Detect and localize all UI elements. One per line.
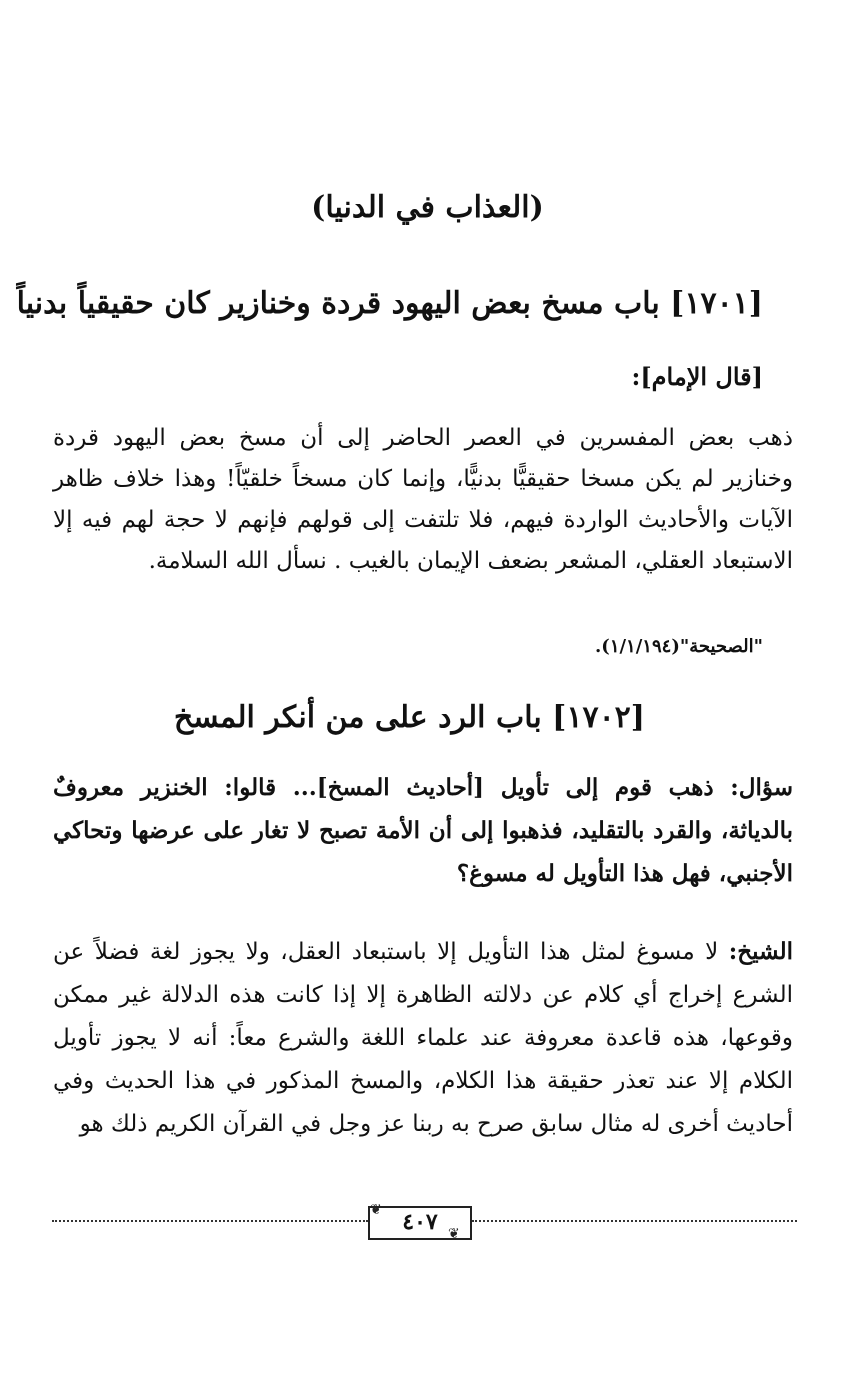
chapter-heading-1701: [١٧٠١] باب مسخ بعض اليهود قردة وخنازير كان حقيقياً بدنياً: [16, 286, 763, 321]
footer-rule-right: [472, 1220, 797, 1222]
ornament-icon: ❦: [448, 1226, 460, 1242]
answer-lead: الشيخ:: [728, 938, 793, 965]
ornament-icon: ❦: [370, 1202, 382, 1218]
answer-paragraph: [53, 930, 793, 1146]
chapter-1701-body: ذهب بعض المفسرين في العصر الحاضر إلى أن مسخ بعض اليهود قردة وخنازير لم يكن مسخا حقيقيًّا بدنيًّا، وإنما كان مسخاً خلقيّاً! وهذا خلاف ظاهر الآيات والأحاديث الواردة فيهم، فلا تلتفت إلى قولهم فإنهم لا حجة لهم فيه إلا الاستبعاد العقلي، المشعر بضعف الإيمان بالغيب . نسأل الله السلامة.: [53, 425, 793, 574]
page-number: ٤٠٧: [368, 1206, 472, 1240]
speaker-label: [قال الإمام]:: [631, 362, 763, 391]
footer-rule-left: [52, 1220, 368, 1222]
question-paragraph: سؤال: ذهب قوم إلى تأويل [أحاديث المسخ]... قالوا: الخنزير معروفٌ بالدياثة، والقرد بالتقليد، فذهبوا إلى أن الأمة تصبح لا تغار على عرضها وتحاكي الأجنبي، فهل هذا التأويل له مسوغ؟: [53, 774, 793, 887]
section-title: (العذاب في الدنيا): [311, 190, 544, 225]
chapter-heading-1702: [١٧٠٢] باب الرد على من أنكر المسخ: [173, 700, 645, 735]
answer-body: لا مسوغ لمثل هذا التأويل إلا باستبعاد العقل، ولا يجوز لغة فضلاً عن الشرع إخراج أي كلام عن دلالته الظاهرة إلا إذا كانت هذه الدلالة غير ممكن وقوعها، هذه قاعدة معروفة عند علماء اللغة والشرع معاً: أنه لا يجوز تأويل الكلام إلا عند تعذر حقيقة هذا الكلام، والمسخ المذكور في هذا الحديث وفي أحاديث أخرى له مثال سابق صرح به ربنا عز وجل في القرآن الكريم ذلك هو: [53, 939, 793, 1137]
source-citation: "الصحيحة"(١/١/١٩٤).: [595, 636, 763, 657]
